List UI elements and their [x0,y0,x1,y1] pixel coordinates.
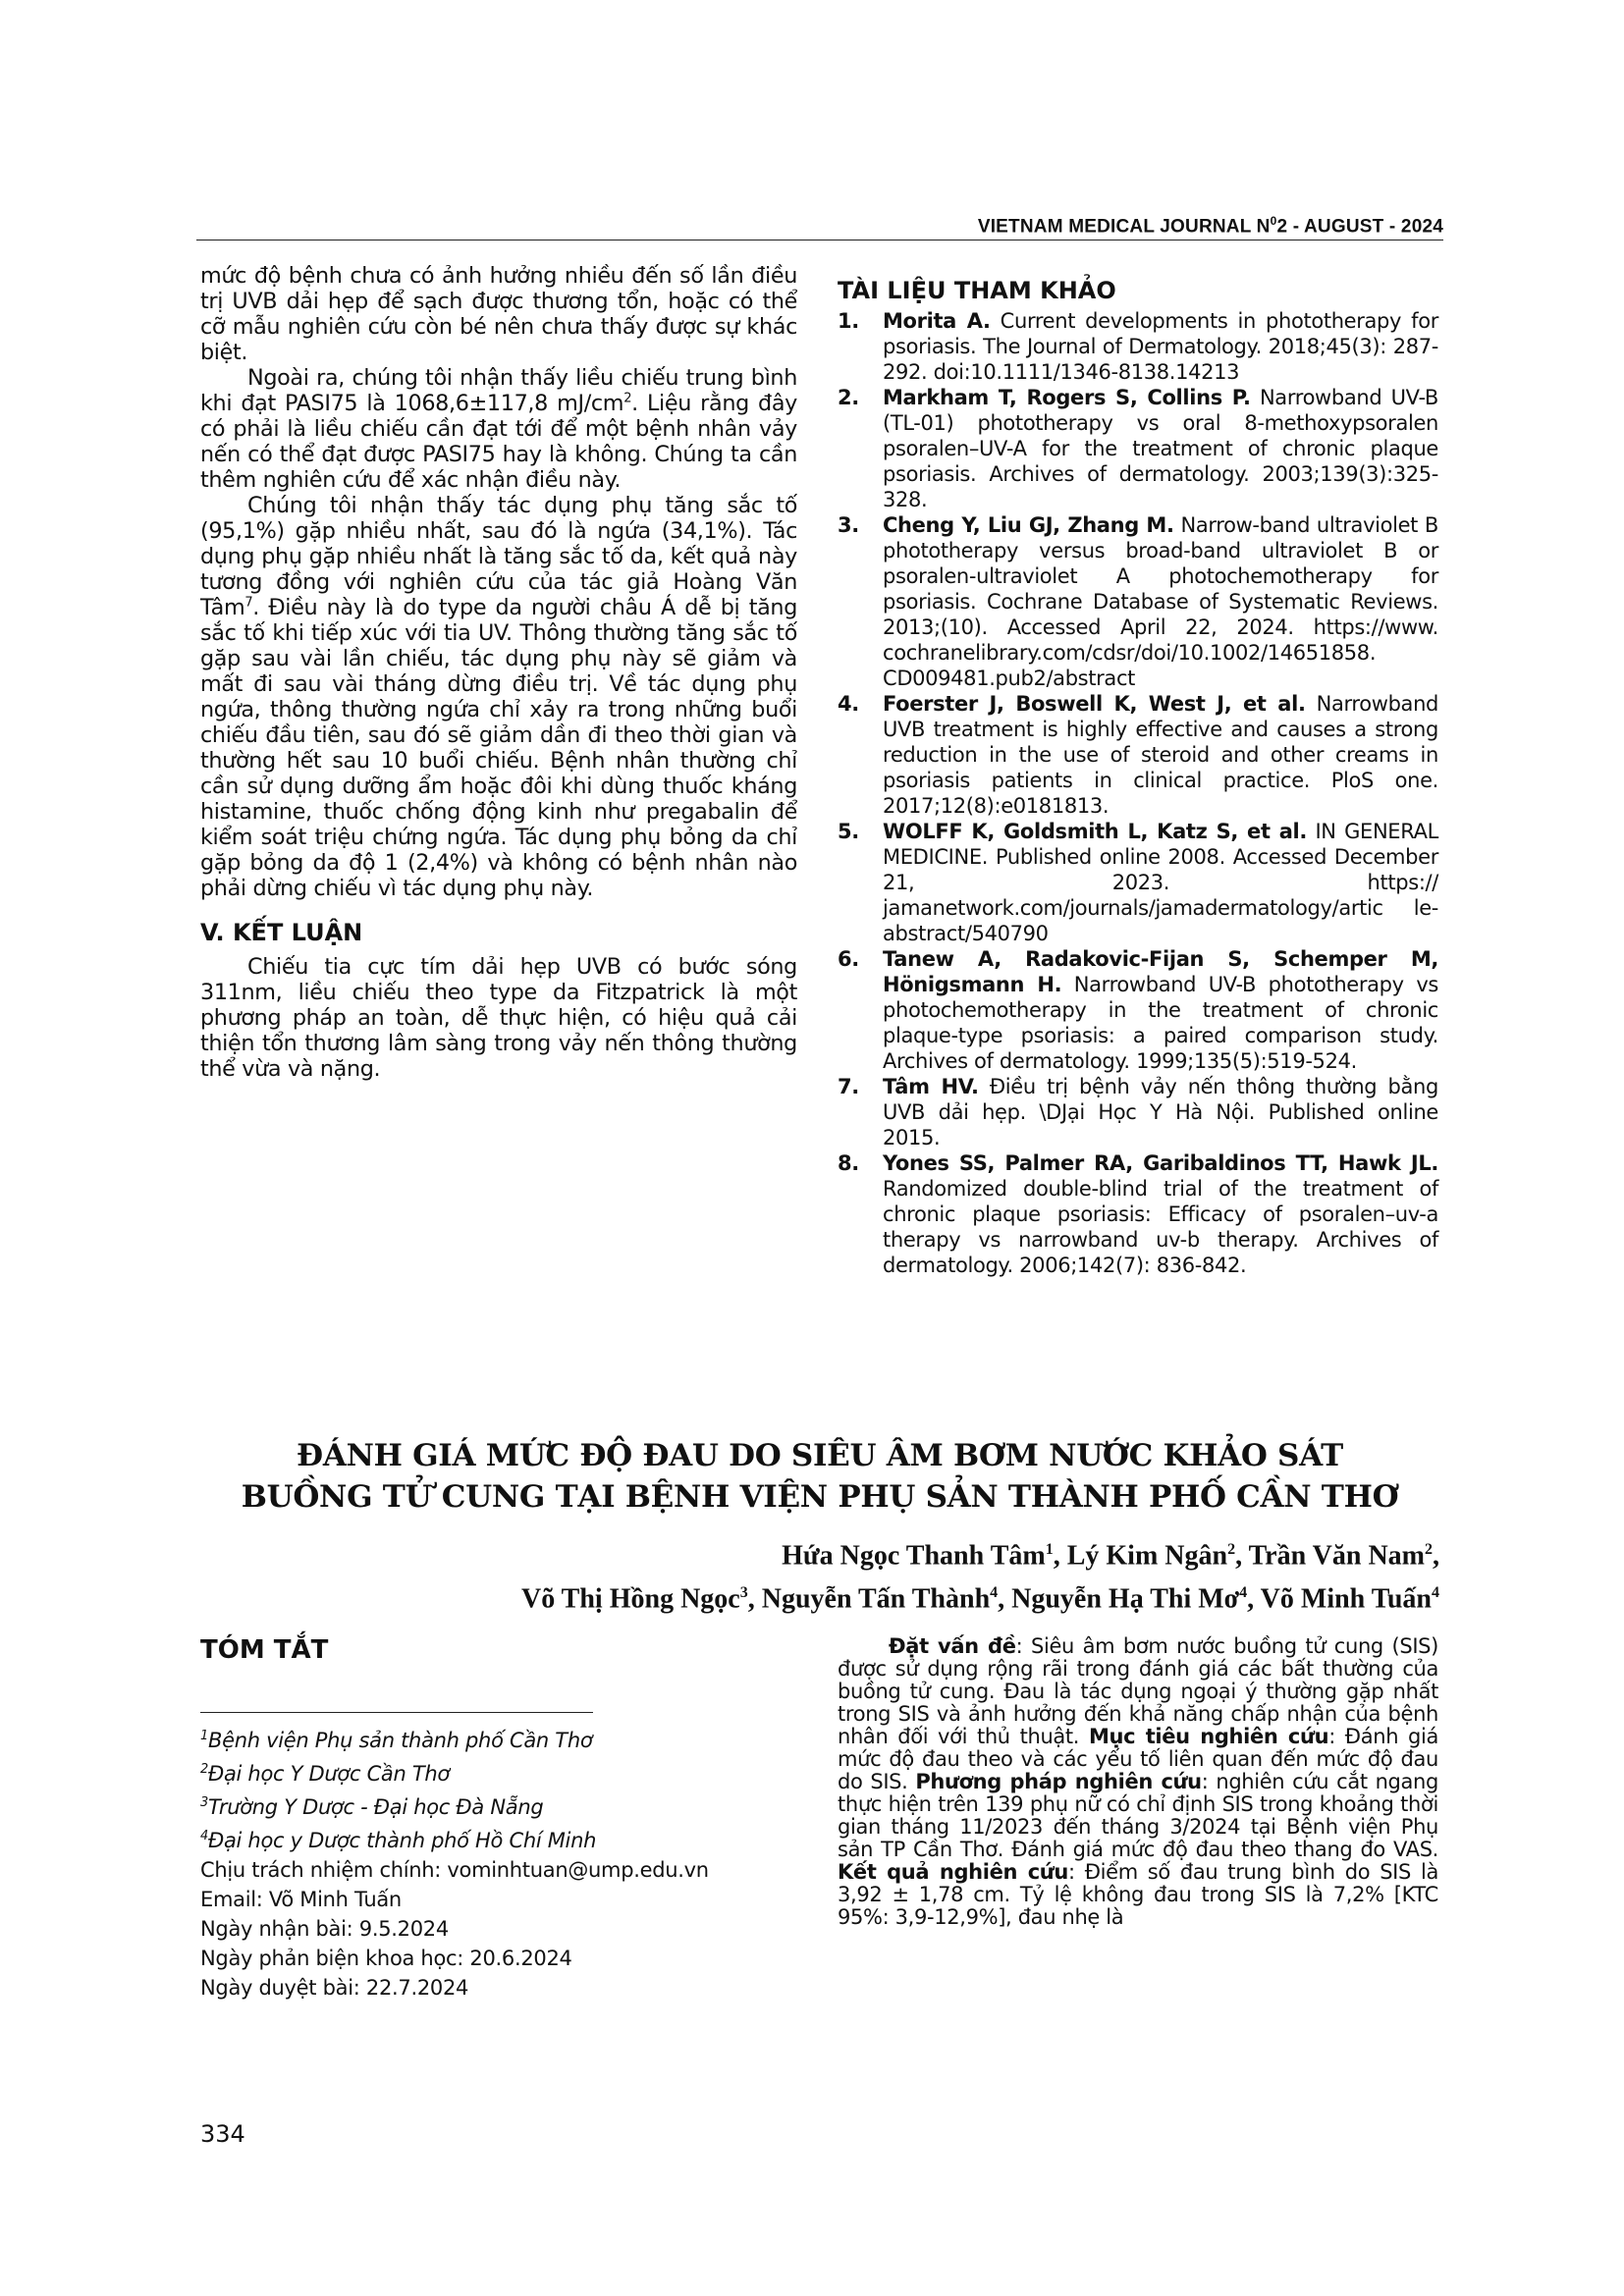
corresponding-author: Chịu trách nhiệm chính: vominhtuan@ump.edu.vn [200,1858,709,1882]
author-separator: , [1235,1540,1249,1572]
reviewed-date: Ngày phản biện khoa học: 20.6.2024 [200,1947,572,1970]
author-affiliation-sup: 3 [739,1584,748,1602]
abstract-result-label: Kết quả nghiên cứu [838,1860,1068,1884]
author-separator: , [747,1583,762,1615]
reference-item [838,691,1438,819]
running-head-prefix: VIETNAM MEDICAL JOURNAL N [977,216,1271,238]
references-heading: TÀI LIỆU THAM KHẢO [838,277,1116,304]
affiliation-text: Đại học y Dược thành phố Hồ Chí Minh [207,1829,597,1852]
reference-number: 2. [838,386,859,409]
discussion-paragraph-3 [200,493,797,901]
discussion-p2-sup: 2 [623,391,632,406]
reference-text: Narrowband UVB treatment is highly effective and causes a strong reduction in the use of steroid and other creams in psoriasis patients in clinical practice. PloS one. 2017;12(8):e0181813. [883,692,1439,818]
footnotes [200,1722,789,2002]
running-head-sup: 0 [1270,214,1277,228]
author-name: Trần Văn Nam [1248,1540,1425,1572]
reference-list [838,308,1438,1278]
email-note: Email: Võ Minh Tuấn [200,1888,402,1911]
abstract-method-label: Phương pháp nghiên cứu [915,1770,1202,1793]
author-name: Nguyễn Tấn Thành [761,1583,991,1615]
abstract-bg-label: Đặt vấn đề [889,1634,1016,1658]
author-separator: , [1053,1540,1067,1572]
discussion-paragraph-2 [200,365,797,493]
author-name: Võ Thị Hồng Ngọc [520,1583,740,1615]
reference-text: Randomized double-blind trial of the treatment of chronic plaque psoriasis: Efficacy of psoralen–uv-a therapy vs narrowband uv-b therapy. Archives of dermatology. 2006;142(7): 836-842. [883,1177,1438,1277]
discussion-p3-sup: 7 [244,595,253,611]
reference-number: 3. [838,513,859,537]
abstract-obj-text: : Đánh giá mức độ đau theo và các yếu tố liên quan đến mức độ đau do SIS. [838,1725,1438,1793]
reference-item [838,1074,1438,1150]
reference-authors: Tâm HV. [883,1075,979,1098]
abstract-result-text: : Điểm số đau trung bình do SIS là 3,92 ± 1,78 cm. Tỷ lệ không đau trong SIS là 7,2% [KTC 95%: 3,9-12,9%], đau nhẹ là [838,1860,1438,1929]
reference-authors: Foerster J, Boswell K, West J, et al. [883,692,1306,716]
reference-number: 6. [838,947,859,971]
reference-item [838,308,1438,385]
author-name: Hứa Ngọc Thanh Tâm [782,1540,1046,1572]
reference-authors: Cheng Y, Liu GJ, Zhang M. [883,513,1174,537]
conclusion-paragraph: Chiếu tia cực tím dải hẹp UVB có bước sóng 311nm, liều chiếu theo type da Fitzpatrick là một phương pháp an toàn, dễ thực hiện, có hiệu quả cải thiện tổn thương lâm sàng trong vảy nến thông thường thể vừa và nặng. [200,954,797,1082]
author-affiliation-sup: 4 [990,1584,999,1602]
discussion-paragraph-1: mức độ bệnh chưa có ảnh hưởng nhiều đến số lần điều trị UVB dải hẹp để sạch được thương tổn, hoặc có thể cỡ mẫu nghiên cứu còn bé nên chưa thấy được sự khác biệt. [200,263,797,365]
author-name: Võ Minh Tuấn [1260,1583,1432,1615]
author-line-2 [200,1575,1439,1618]
reference-number: 4. [838,692,859,716]
discussion-p2-a: Ngoài ra, chúng tôi nhận thấy liều chiếu trung bình khi đạt PASI75 là 1068,6±117,8 mJ/cm [200,365,797,416]
references-column [838,277,1438,1278]
abstract-heading: TÓM TẮT [200,1635,329,1665]
abstract-paragraph [838,1635,1438,1929]
affiliation-sup: 4 [200,1829,208,1843]
affiliation-note [200,1755,789,1789]
reference-number: 8. [838,1151,859,1175]
affiliation-note [200,1722,789,1755]
article-title-line-1: ĐÁNH GIÁ MỨC ĐỘ ĐAU DO SIÊU ÂM BƠM NƯỚC KHẢO SÁT [297,1438,1343,1473]
abstract-obj-label: Mục tiêu nghiên cứu [1088,1725,1329,1748]
left-column [200,263,797,1082]
author-separator: , [1433,1540,1439,1572]
abstract-body [838,1635,1438,1929]
affiliation-text: Đại học Y Dược Cần Thơ [207,1762,450,1786]
received-date: Ngày nhận bài: 9.5.2024 [200,1917,449,1941]
author-affiliation-sup: 4 [1432,1584,1439,1602]
author-affiliation-sup: 4 [1239,1584,1248,1602]
page-number: 334 [200,2120,245,2148]
affiliation-sup: 1 [200,1729,208,1743]
reference-number: 7. [838,1075,859,1098]
author-line-1 [200,1531,1439,1575]
discussion-p2-b: . Liệu rằng đây có phải là liều chiếu cần đạt tới để một bệnh nhân vảy nến có thể đạt được PASI75 hay là không. Chúng ta cần thêm nghiên cứu để xác nhận điều này. [200,391,797,493]
reference-text: Narrowband UV-B (TL-01) phototherapy vs oral 8-methoxypsoralen psoralen–UV-A for the treatment of chronic plaque psoriasis. Archives of dermatology. 2003;139(3):325-328. [883,386,1438,511]
affiliation-note [200,1789,789,1822]
affiliation-sup: 3 [200,1795,208,1810]
discussion-p3-a: Chúng tôi nhận thấy tác dụng phụ tăng sắc tố (95,1%) gặp nhiều nhất, sau đó là ngứa (34,1%). Tác dụng phụ gặp nhiều nhất là tăng sắc tố da, kết quả này tương đồng với nghiên cứu của tác giả Hoàng Văn Tâm [200,493,797,620]
footnote-rule [200,1712,593,1713]
reference-item [838,946,1438,1074]
affiliation-sup: 2 [200,1762,208,1777]
reference-authors: Markham T, Rogers S, Collins P. [883,386,1251,409]
abstract-bg-text: : Siêu âm bơm nước buồng tử cung (SIS) được sử dụng rộng rãi trong đánh giá các bất thường của buồng tử cung. Đau là tác dụng ngoại ý thường gặp nhất trong SIS và ảnh hưởng đến khả năng chấp nhận của bệnh nhân đối với thủ thuật. [838,1634,1439,1748]
reference-item [838,819,1438,946]
reference-text: Narrow-band ultraviolet B phototherapy versus broad-band ultraviolet B or psoralen-ultraviolet A photochemotherapy for psoriasis. Cochrane Database of Systematic Reviews. 2013;(10). Accessed April 22, 2024. https://www. cochranelibrary.com/cdsr/doi/10.1002/14651858. CD009481.pub2/abstract [883,513,1438,690]
author-name: Nguyễn Hạ Thi Mơ [1011,1583,1240,1615]
article-title-line-2: BUỒNG TỬ CUNG TẠI BỆNH VIỆN PHỤ SẢN THÀNH PHỐ CẦN THƠ [241,1479,1399,1515]
running-head-suffix: 2 - AUGUST - 2024 [1276,216,1443,238]
abstract-method-text: : nghiên cứu cắt ngang thực hiện trên 139 phụ nữ có chỉ định SIS trong khoảng thời gian tháng 11/2023 đến tháng 3/2024 tại Bệnh viện Phụ sản TP Cần Thơ. Đánh giá mức độ đau theo thang đo VAS. [838,1770,1438,1861]
author-list [200,1531,1439,1619]
article-title [200,1435,1439,1518]
reference-item [838,385,1438,512]
reference-item [838,1150,1438,1278]
reference-authors: WOLFF K, Goldsmith L, Katz S, et al. [883,820,1308,843]
affiliation-text: Bệnh viện Phụ sản thành phố Cần Thơ [207,1729,593,1752]
author-separator: , [1247,1583,1261,1615]
reference-item [838,512,1438,691]
reference-authors: Yones SS, Palmer RA, Garibaldinos TT, Hawk JL. [883,1151,1438,1175]
discussion-p3-b: . Điều này là do type da người châu Á dễ bị tăng sắc tố khi tiếp xúc với tia UV. Thông thường tăng sắc tố gặp sau vài lần chiếu, tác dụng phụ này sẽ giảm và mất đi sau vài tháng dừng điều trị. Về tác dụng phụ ngứa, thông thường ngứa chỉ xảy ra trong những buổi chiếu đầu tiên, sau đó sẽ giảm dần đi theo thời gian và thường hết sau 10 buổi chiếu. Bệnh nhân thường chỉ cần sử dụng dưỡng ẩm hoặc đôi khi dùng thuốc kháng histamine, thuốc chống động kinh như pregabalin để kiểm soát triệu chứng ngứa. Tác dụng phụ bỏng da chỉ gặp bỏng da độ 1 (2,4%) và không có bệnh nhân nào phải dừng chiếu vì tác dụng phụ này. [200,595,797,901]
author-affiliation-sup: 2 [1227,1541,1236,1558]
author-affiliation-sup: 1 [1045,1541,1054,1558]
reference-authors: Tanew A, Radakovic-Fijan S, Schemper M, Hönigsmann H. [883,947,1438,996]
conclusion-heading: V. KẾT LUẬN [200,919,363,946]
author-name: Lý Kim Ngân [1066,1540,1228,1572]
reference-text: IN GENERAL MEDICINE. Published online 2008. Accessed December 21, 2023. https:// jamanetwork.com/journals/jamadermatology/artic le-abstract/540790 [883,820,1438,945]
accepted-date: Ngày duyệt bài: 22.7.2024 [200,1976,469,2000]
reference-number: 1. [838,309,859,333]
author-separator: , [998,1583,1012,1615]
author-affiliation-sup: 2 [1425,1541,1433,1558]
affiliation-text: Trường Y Dược - Đại học Đà Nẵng [207,1795,544,1819]
reference-text: Narrowband UV-B phototherapy vs photochemotherapy in the treatment of chronic plaque-type psoriasis: a paired comparison study. Archives of dermatology. 1999;135(5):519-524. [883,973,1438,1073]
affiliation-note [200,1822,789,1855]
reference-authors: Morita A. [883,309,991,333]
running-head [196,214,1443,238]
reference-text: Current developments in phototherapy for psoriasis. The Journal of Dermatology. 2018;45(3): 287-292. doi:10.1111/1346-8138.14213 [883,309,1438,384]
reference-text: Điều trị bệnh vảy nến thông thường bằng UVB dải hẹp. \DJại Học Y Hà Nội. Published online 2015. [883,1075,1438,1149]
reference-number: 5. [838,820,859,843]
